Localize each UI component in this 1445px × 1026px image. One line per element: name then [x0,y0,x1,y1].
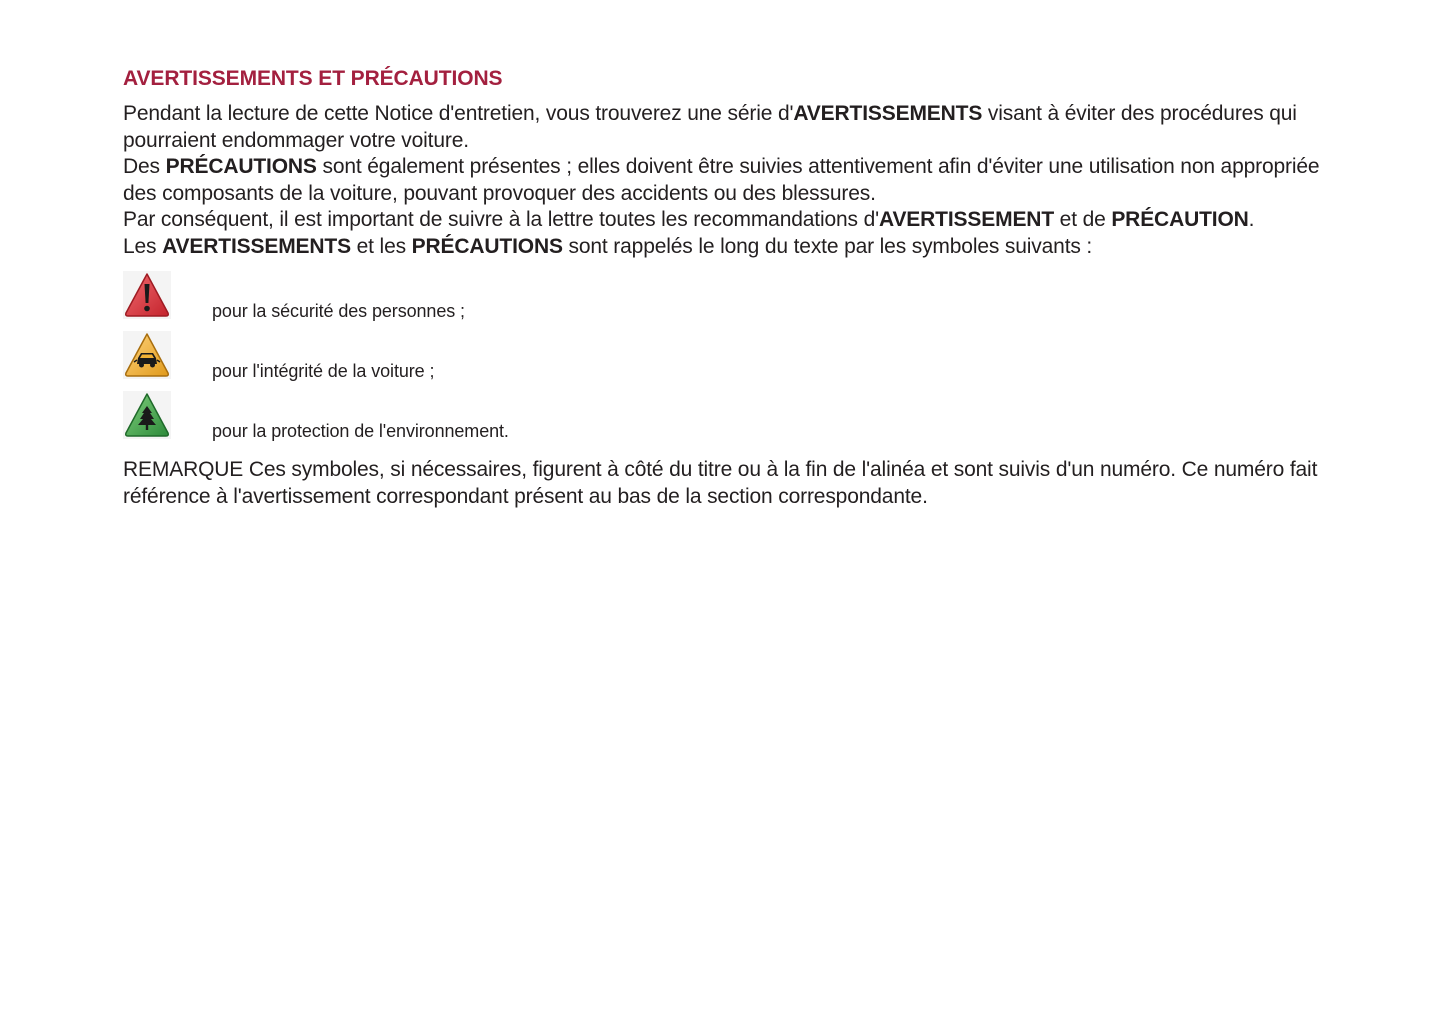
bold-term: AVERTISSEMENTS [162,234,351,258]
bold-term: PRÉCAUTION [1111,208,1249,231]
bold-term: AVERTISSEMENTS [793,102,983,125]
text-run: et les [350,234,412,258]
text-run: sont également présentes ; elles doivent être suivies attentivement afin d'éviter une utilisation non appropriée des composants de la voiture, pouvant provoquer des accidents ou des blessures. [123,155,1320,205]
car-damage-icon [123,331,171,379]
text-run: et de [1054,208,1112,231]
warning-exclamation-icon [123,271,171,319]
document-page [123,66,1323,510]
text-run: sont rappelés le long du texte par les symboles suivants : [562,234,1093,258]
text-run: Des [123,155,166,178]
paragraph-avertissements [123,101,1323,154]
symbol-list [123,271,1323,451]
paragraph-precautions [123,154,1323,207]
symbol-label: pour la protection de l'environnement. [212,421,509,441]
section-heading: AVERTISSEMENTS ET PRÉCAUTIONS [123,67,503,90]
text-run: Les [123,234,163,258]
bold-term: AVERTISSEMENT [878,208,1054,231]
symbol-label: pour la sécurité des personnes ; [212,301,465,321]
symbol-row-environment [123,391,1323,451]
remark-paragraph: REMARQUE Ces symboles, si nécessaires, figurent à côté du titre ou à la fin de l'alinéa et sont suivis d'un numéro. Ce numéro fait référence à l'avertissement correspondant présent au bas de la section correspondante. [123,458,1318,508]
tree-environment-icon [123,391,171,439]
symbol-row-car-integrity [123,331,1323,391]
text-run: . [1248,208,1255,231]
text-run: Par conséquent, il est important de suivre à la lettre toutes les recommandations d' [123,208,879,231]
symbol-label: pour l'intégrité de la voiture ; [212,361,435,381]
text-run: visant à éviter des procédures qui pourraient endommager votre voiture. [123,102,1297,152]
text-run: Pendant la lecture de cette Notice d'entretien, vous trouverez une série d' [123,102,794,125]
symbol-row-personal-safety [123,271,1323,331]
bold-term: PRÉCAUTIONS [411,234,563,258]
paragraph-symbols-intro [123,234,1323,261]
paragraph-recommendations [123,207,1323,234]
bold-term: PRÉCAUTIONS [165,155,317,178]
